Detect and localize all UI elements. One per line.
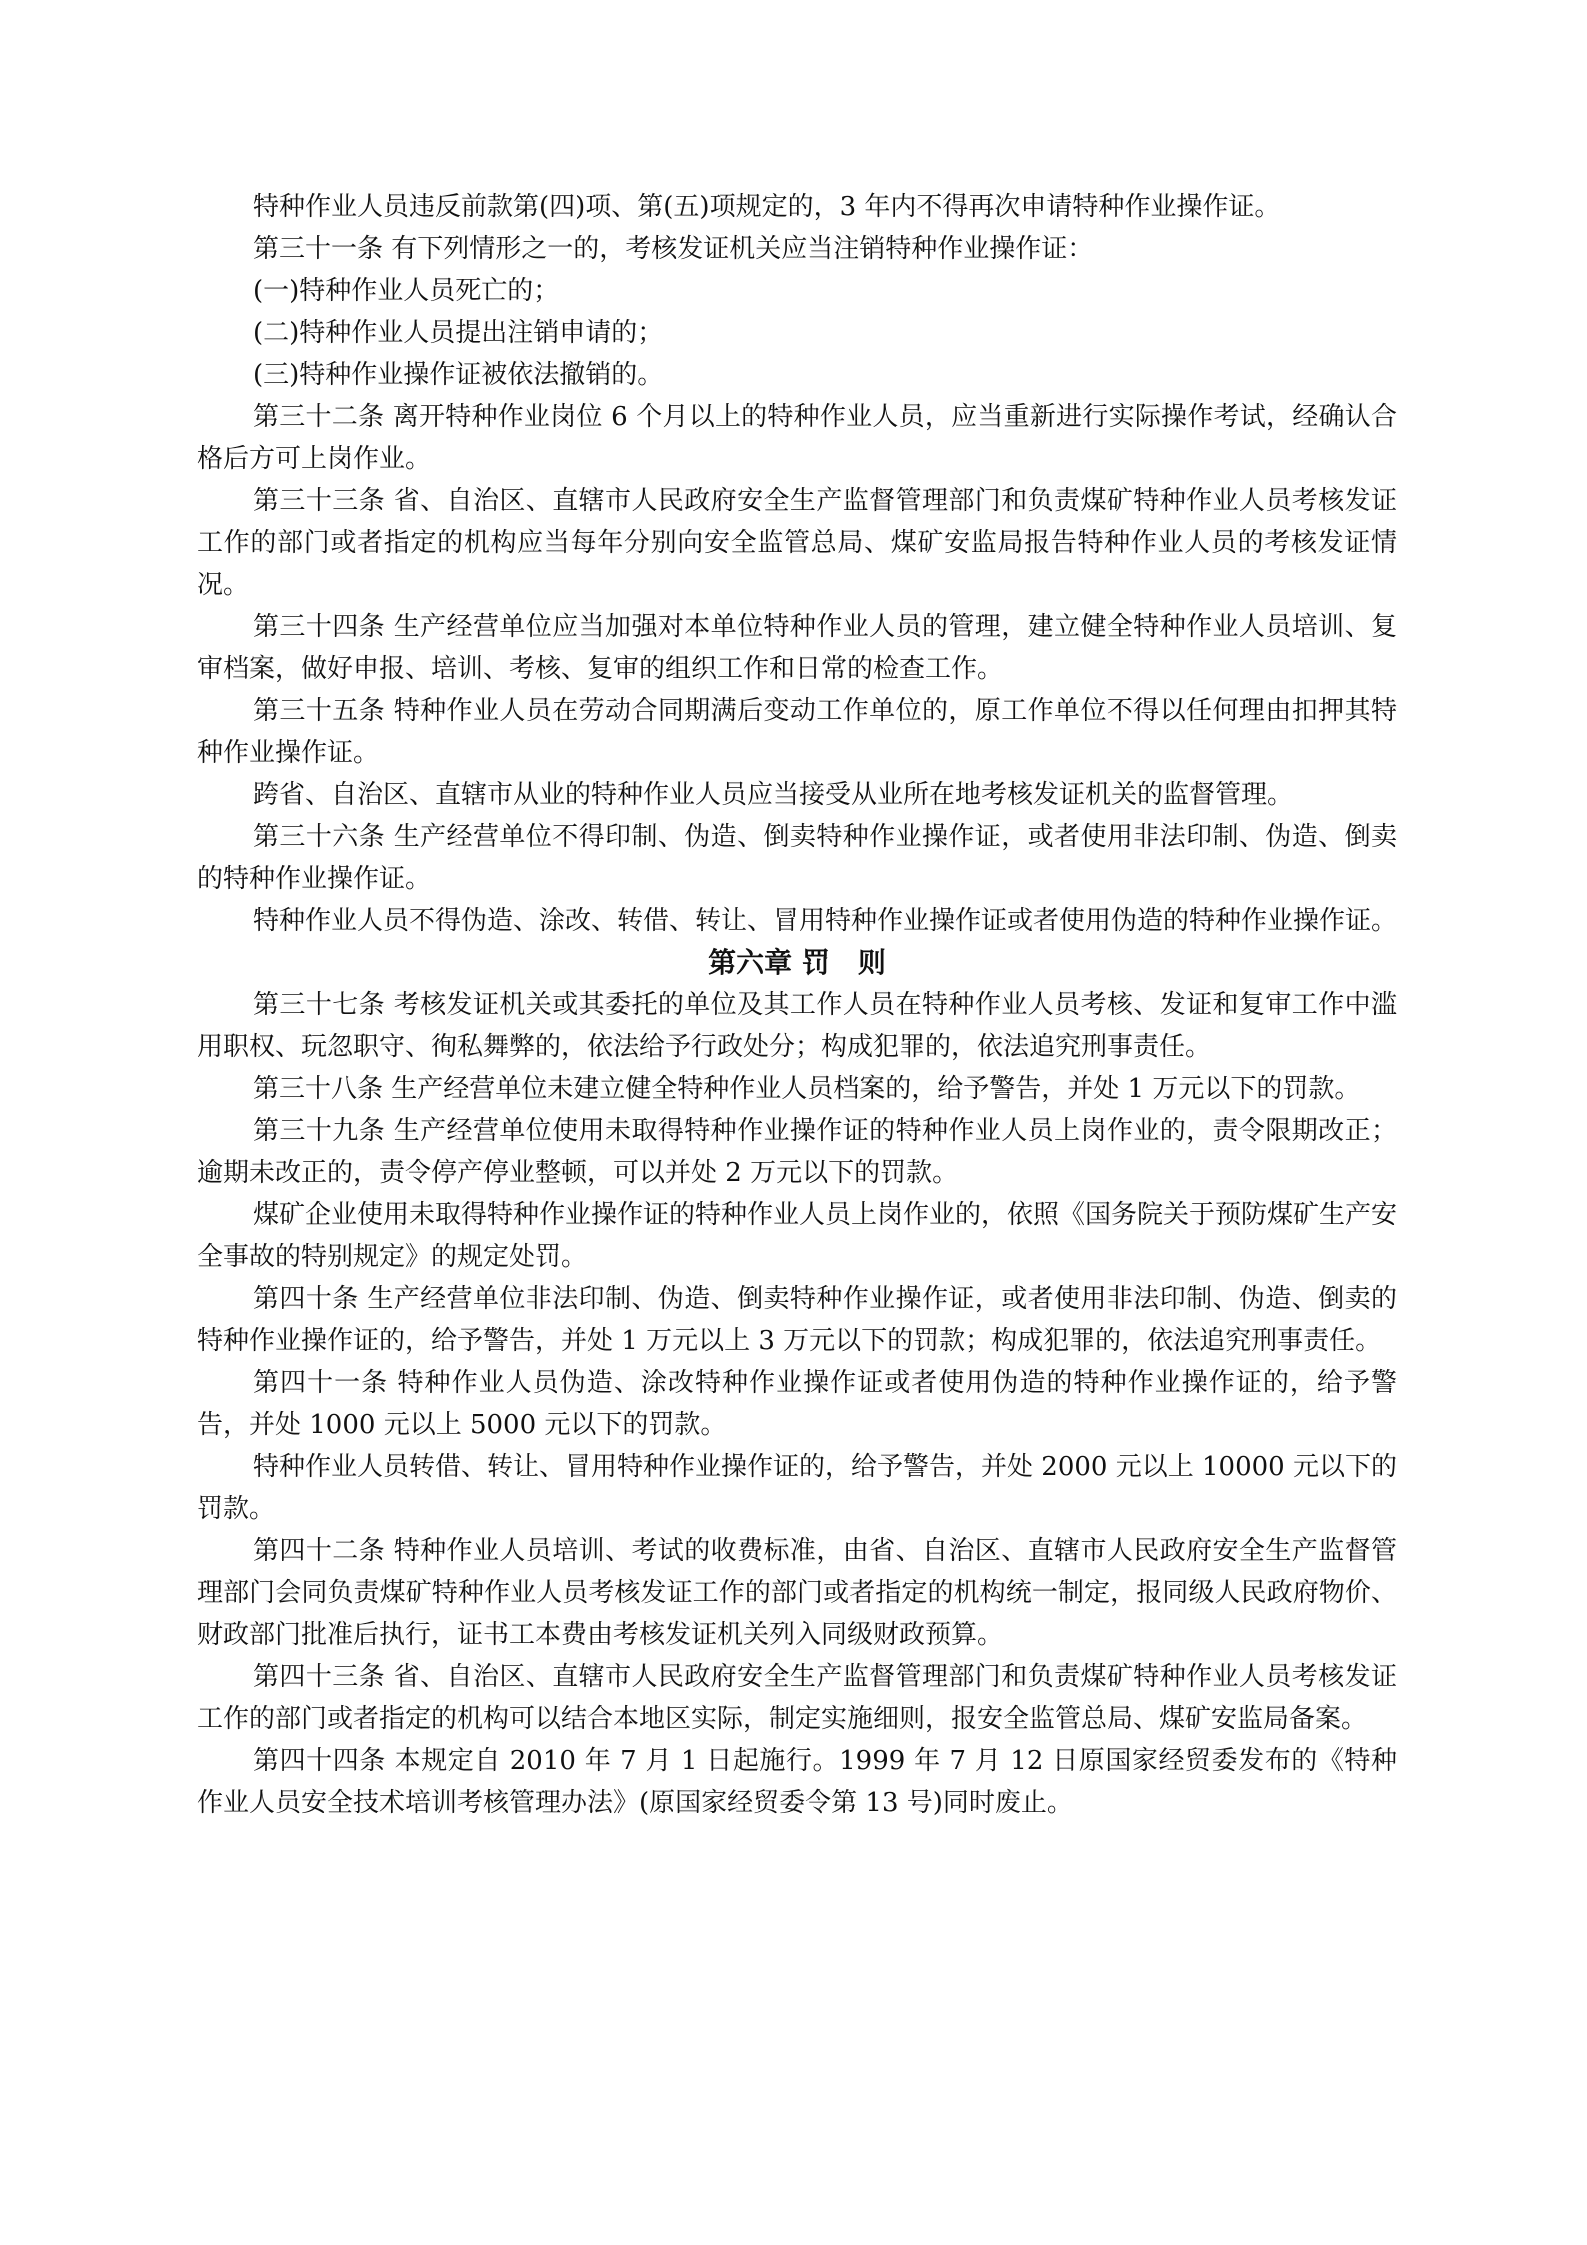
article-35: 第三十五条 特种作业人员在劳动合同期满后变动工作单位的，原工作单位不得以任何理由扣押其特种作业操作证。 [197,696,1397,768]
article-34: 第三十四条 生产经营单位应当加强对本单位特种作业人员的管理，建立健全特种作业人员培训、复审档案，做好申报、培训、考核、复审的组织工作和日常的检查工作。 [197,612,1397,684]
list-item: (三)特种作业操作证被依法撤销的。 [253,360,664,390]
list-item: (一)特种作业人员死亡的； [253,276,560,306]
paragraph: 煤矿企业使用未取得特种作业操作证的特种作业人员上岗作业的，依照《国务院关于预防煤矿生产安全事故的特别规定》的规定处罚。 [197,1200,1398,1272]
article-41: 第四十一条 特种作业人员伪造、涂改特种作业操作证或者使用伪造的特种作业操作证的，给予警告，并处 1000 元以上 5000 元以下的罚款。 [197,1368,1397,1440]
document-body [197,186,1397,1824]
article-31: 第三十一条 有下列情形之一的，考核发证机关应当注销特种作业操作证： [253,234,1094,264]
article-42: 第四十二条 特种作业人员培训、考试的收费标准，由省、自治区、直辖市人民政府安全生产监督管理部门会同负责煤矿特种作业人员考核发证工作的部门或者指定的机构统一制定，报同级人民政府物价、财政部门批准后执行，证书工本费由考核发证机关列入同级财政预算。 [197,1536,1397,1650]
article-44: 第四十四条 本规定自 2010 年 7 月 1 日起施行。1999 年 7 月 12 日原国家经贸委发布的《特种作业人员安全技术培训考核管理办法》(原国家经贸委令第 13 号)同时废止。 [197,1746,1397,1818]
chapter-heading: 第六章 罚 则 [708,946,886,979]
paragraph: 特种作业人员转借、转让、冒用特种作业操作证的，给予警告，并处 2000 元以上 10000 元以下的罚款。 [197,1452,1397,1524]
article-38: 第三十八条 生产经营单位未建立健全特种作业人员档案的，给予警告，并处 1 万元以下的罚款。 [253,1074,1361,1104]
paragraph: 特种作业人员不得伪造、涂改、转借、转让、冒用特种作业操作证或者使用伪造的特种作业操作证。 [253,906,1398,936]
article-33: 第三十三条 省、自治区、直辖市人民政府安全生产监督管理部门和负责煤矿特种作业人员考核发证工作的部门或者指定的机构应当每年分别向安全监管总局、煤矿安监局报告特种作业人员的考核发证情况。 [197,486,1397,600]
article-43: 第四十三条 省、自治区、直辖市人民政府安全生产监督管理部门和负责煤矿特种作业人员考核发证工作的部门或者指定的机构可以结合本地区实际，制定实施细则，报安全监管总局、煤矿安监局备案。 [197,1662,1397,1734]
paragraph: 特种作业人员违反前款第(四)项、第(五)项规定的，3 年内不得再次申请特种作业操作证。 [253,192,1281,222]
paragraph: 跨省、自治区、直辖市从业的特种作业人员应当接受从业所在地考核发证机关的监督管理。 [253,780,1294,810]
article-39: 第三十九条 生产经营单位使用未取得特种作业操作证的特种作业人员上岗作业的，责令限期改正；逾期未改正的，责令停产停业整顿，可以并处 2 万元以下的罚款。 [197,1116,1397,1188]
list-item: (二)特种作业人员提出注销申请的； [253,318,664,348]
article-37: 第三十七条 考核发证机关或其委托的单位及其工作人员在特种作业人员考核、发证和复审工作中滥用职权、玩忽职守、徇私舞弊的，依法给予行政处分；构成犯罪的，依法追究刑事责任。 [197,990,1397,1062]
article-32: 第三十二条 离开特种作业岗位 6 个月以上的特种作业人员，应当重新进行实际操作考试，经确认合格后方可上岗作业。 [197,402,1397,474]
article-40: 第四十条 生产经营单位非法印制、伪造、倒卖特种作业操作证，或者使用非法印制、伪造、倒卖的特种作业操作证的，给予警告，并处 1 万元以上 3 万元以下的罚款；构成犯罪的，依法追究刑事责任。 [197,1284,1397,1356]
article-36: 第三十六条 生产经营单位不得印制、伪造、倒卖特种作业操作证，或者使用非法印制、伪造、倒卖的特种作业操作证。 [197,822,1397,894]
